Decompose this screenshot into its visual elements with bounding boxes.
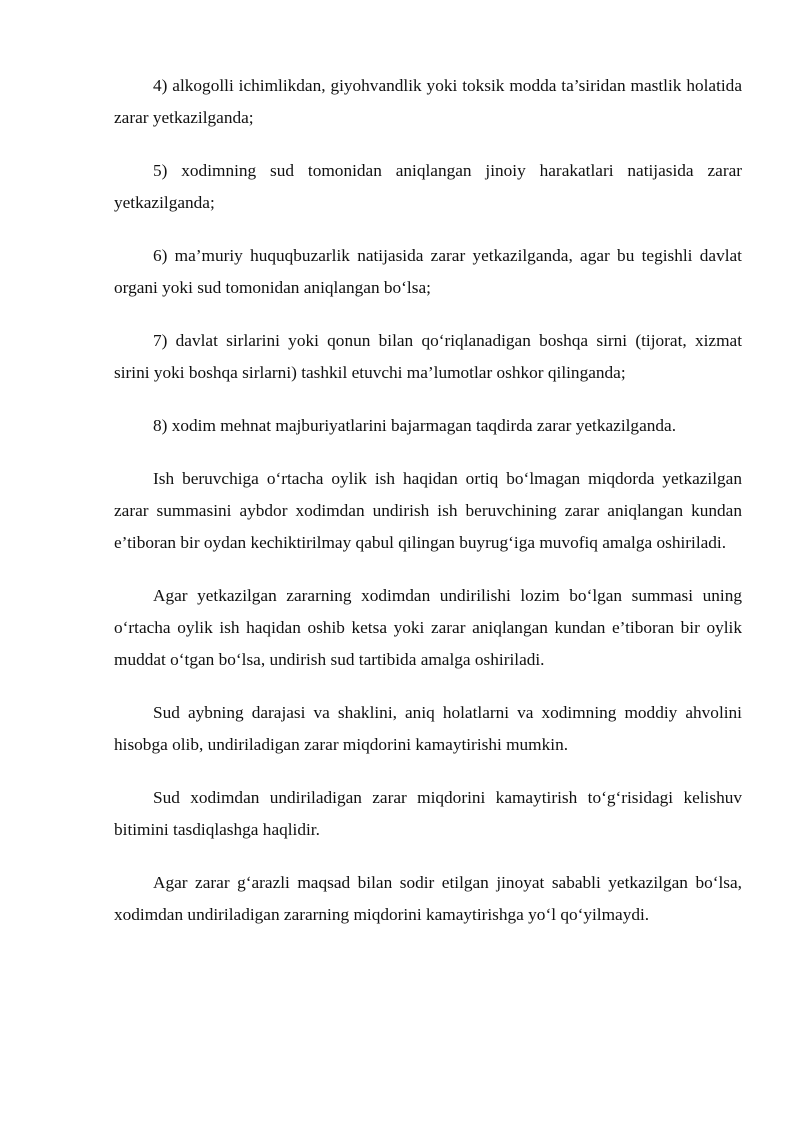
paragraph-employer-recovery: Ish beruvchiga o‘rtacha oylik ish haqidan ortiq bo‘lmagan miqdorda yetkazilgan zarar summasini aybdor xodimdan undirish ish beruvchining zarar aniqlangan kundan e’tiboran bir oydan kechiktirilmay qabul qilingan buyrug‘iga muvofiq amalga oshiriladi. [114, 469, 742, 552]
paragraph-no-reduction: Agar zarar g‘arazli maqsad bilan sodir etilgan jinoyat sababli yetkazilgan bo‘lsa, xodimdan undiriladigan zararning miqdorini kamaytirishga yo‘l qo‘yilmaydi. [114, 873, 742, 924]
paragraph-item-5: 5) xodimning sud tomonidan aniqlangan jinoiy harakatlari natijasida zarar yetkazilganda; [114, 161, 742, 212]
paragraph-item-4: 4) alkogolli ichimlikdan, giyohvandlik yoki toksik modda ta’siridan mastlik holatida zarar yetkazilganda; [114, 76, 742, 127]
paragraph-item-8: 8) xodim mehnat majburiyatlarini bajarmagan taqdirda zarar yetkazilganda. [153, 416, 677, 435]
paragraph-item-6: 6) ma’muriy huquqbuzarlik natijasida zarar yetkazilganda, agar bu tegishli davlat organi yoki sud tomonidan aniqlangan bo‘lsa; [114, 246, 742, 297]
paragraph-court-recovery: Agar yetkazilgan zararning xodimdan undirilishi lozim bo‘lgan summasi uning o‘rtacha oylik ish haqidan oshib ketsa yoki zarar aniqlangan kundan e’tiboran bir oylik muddat o‘tgan bo‘lsa, undirish sud tartibida amalga oshiriladi. [114, 586, 742, 669]
document-page [114, 70, 742, 931]
paragraph-settlement: Sud xodimdan undiriladigan zarar miqdorini kamaytirish to‘g‘risidagi kelishuv bitimini tasdiqlashga haqlidir. [114, 788, 742, 839]
paragraph-item-7: 7) davlat sirlarini yoki qonun bilan qo‘riqlanadigan boshqa sirni (tijorat, xizmat sirini yoki boshqa sirlarni) tashkil etuvchi ma’lumotlar oshkor qilinganda; [114, 331, 742, 382]
paragraph-court-reduction: Sud aybning darajasi va shaklini, aniq holatlarni va xodimning moddiy ahvolini hisobga olib, undiriladigan zarar miqdorini kamaytirishi mumkin. [114, 703, 742, 754]
